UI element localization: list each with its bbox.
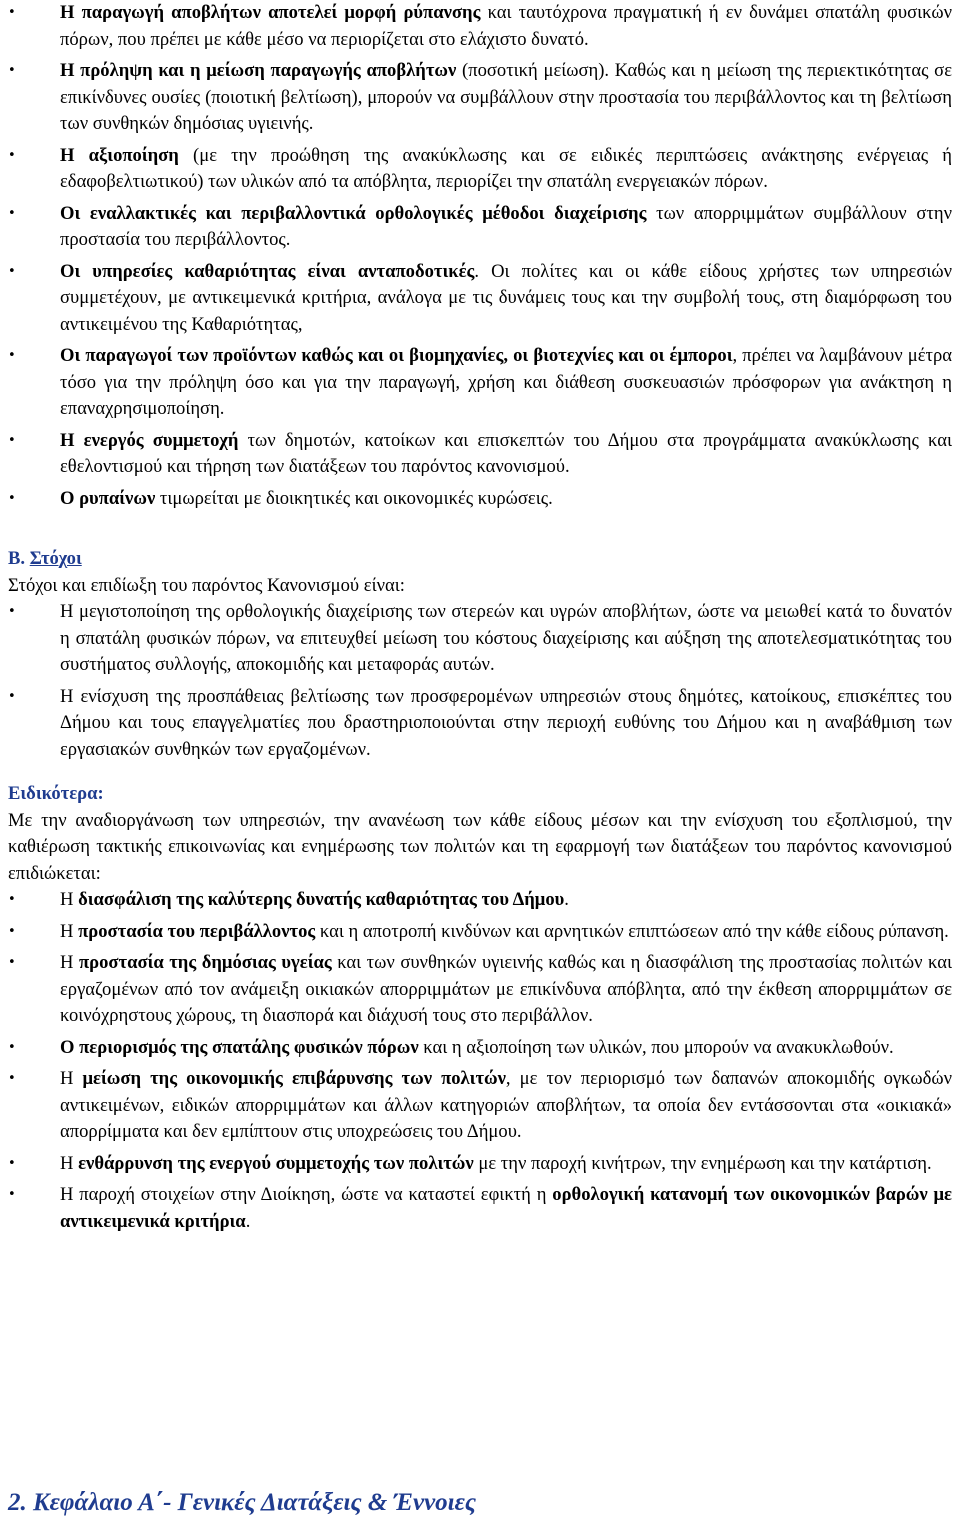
specifics-heading: Ειδικότερα: [8,783,104,804]
bullet-icon: • [8,923,16,939]
list-item [8,343,952,423]
bold-text: Οι υπηρεσίες καθαριότητας είναι ανταποδοτικές [60,260,475,282]
principles-list [8,0,952,512]
bullet-icon: • [8,348,16,363]
item-text: με την παροχή κινήτρων, την ενημέρωση και την κατάρτιση. [473,1152,932,1174]
chapter-title: 2. Κεφάλαιο Α΄- Γενικές Διατάξεις & Έννοιες [8,1489,477,1516]
bullet-icon: • [8,263,16,279]
item-text: Η [60,1152,79,1174]
item-text: Η [60,1068,83,1089]
bold-text: διασφάλιση της καλύτερης δυνατής καθαριότητας του Δήμου [78,889,565,910]
item-text: (ποσοτική μείωση). Καθώς και η μείωση της περιεκτικότητας σε επικίνδυνες ουσίες (ποιοτική βελτίωση), μπορούν να συμβάλλουν στην προστασία του περιβάλλοντος και τη βελτίωση των συνθηκών δημόσιας υγιεινής. [60,60,953,134]
bullet-icon: • [8,147,16,163]
bold-text: Οι παραγωγοί των προϊόντων καθώς και οι βιομηχανίες, οι βιοτεχνίες και οι έμποροι [60,345,733,366]
bullet-icon: • [8,1039,16,1055]
item-text: και ταυτόχρονα πραγματική ή εν δυνάμει σπατάλη φυσικών πόρων, που πρέπει με κάθε μέσο να περιορίζεται στο ελάχιστο δυνατό. [60,2,952,50]
item-text: , πρέπει να λαμβάνουν μέτρα τόσο για την πρόληψη όσο και για την παραγωγή, χρήση και διάθεση συσκευασιών πρόσφορων για ανάκτηση η επαναχρησιμοποίηση. [60,345,952,419]
list-item [8,684,952,764]
list-item [8,1151,952,1178]
list-item [8,1035,952,1062]
item-text: , με τον περιορισμό των δαπανών αποκομιδής ογκωδών αντικειμένων, ειδικών απορριμμάτων και άλλων κατηγοριών αποβλήτων, τα οποία δεν εντάσσονται στα «οικιακά» απορρίμματα και δεν εμπίπτουν στις υποχρεώσεις του Δήμου. [60,1068,953,1142]
item-text: . Οι πολίτες και οι κάθε είδους χρήστες των υπηρεσιών συμμετέχουν, με αντικειμενικά κριτήρια, ανάλογα με τις δυνάμεις τους και την συμβολή τους, στη διαμόρφωση του αντικειμένου της Καθαριότητας, [60,260,952,335]
section-b-prefix: Β. [8,548,30,569]
item-text: (με την προώθηση της ανακύκλωσης και σε ειδικές περιπτώσεις ανάκτησης ενέργειας ή εδαφοβελτιωτικού) των υλικών από τα απόβλητα, περιορίζει την σπατάλη ενεργειακών πόρων. [60,144,952,192]
list-item [8,599,952,679]
item-text: . [245,1210,251,1232]
bullet-icon: • [8,1071,16,1086]
bold-text: Ο ρυπαίνων [60,487,156,509]
bold-text: ορθολογική κατανομή των οικονομικών βαρών με αντικειμενικά κριτήρια [60,1184,952,1232]
list-item [8,143,952,196]
list-item [8,1066,952,1146]
item-text: και των συνθηκών υγιεινής καθώς και η διασφάλιση της προστασίας πολιτών και εργαζομένων από τον ανάμειξη οικιακών απορριμμάτων με επικίνδυνα απόβλητα, από την έκθεση απορριμμάτων σε κοινόχρηστους χώρους, τη διασπορά και διάχυσή τους στο περιβάλλον. [60,952,952,1026]
bold-text: προστασία της δημόσιας υγείας [78,952,332,973]
item-text: Η [60,920,79,942]
specifics-intro: Με την αναδιοργάνωση των υπηρεσιών, την ανανέωση των κάθε είδους μέσων και την ενίσχυση του εξοπλισμού, την καθιέρωση τακτικής επικοινωνίας και ενημέρωσης των πολιτών και τη εφαρμογή των διατάξεων του παρόντος κανονισμού επιδιώκεται: [8,809,952,884]
bold-text: Η ενεργός συμμετοχή [60,429,239,451]
bullet-icon: • [8,63,16,78]
bold-text: Οι εναλλακτικές και περιβαλλοντικά ορθολογικές μέθοδοι διαχείρισης [60,202,647,224]
goals-list [8,599,952,763]
list-item [8,58,952,138]
bold-text: ενθάρρυνση της ενεργού συμμετοχής των πολιτών [78,1152,474,1174]
item-text: . [564,889,569,910]
bullet-icon: • [8,432,16,448]
bullet-icon: • [8,1155,16,1171]
bold-text: Η αξιοποίηση [60,144,179,166]
item-text: των δημοτών, κατοίκων και επισκεπτών του Δήμου στα προγράμματα ανακύκλωσης και εθελοντισμού και τήρηση των διατάξεων του παρόντος κανονισμού. [60,429,952,477]
item-text: Η [60,952,79,973]
list-item [8,0,952,53]
bullet-icon: • [8,604,16,619]
list-item [8,919,952,946]
bold-text: Ο περιορισμός της σπατάλης φυσικών πόρων [60,1036,419,1058]
bold-text: μείωση της οικονομικής επιβάρυνσης των πολιτών [82,1068,506,1089]
list-item [8,201,952,254]
bold-text: Η παραγωγή αποβλήτων αποτελεί μορφή ρύπανσης [60,2,481,23]
list-item [8,486,952,513]
list-item [8,887,952,914]
list-item [8,1182,952,1235]
bullet-icon: • [8,892,16,907]
list-item [8,428,952,481]
bullet-icon: • [8,1187,16,1202]
list-item [8,259,952,339]
item-text: και η αποτροπή κινδύνων και αρνητικών επιπτώσεων από την κάθε είδους ρύπανση. [315,920,949,942]
list-item [8,950,952,1030]
bold-text: προστασία του περιβάλλοντος [78,920,316,942]
item-text: Η ενίσχυση της προσπάθειας βελτίωσης των προσφερομένων υπηρεσιών στους δημότες, κατοίκους, επισκέπτες του Δήμου και τους επαγγελματίες που δραστηριοποιούνται στην περιοχή ευθύνης του Δήμου και η αναβάθμιση των εργασιακών συνθηκών των εργαζομένων. [60,685,952,760]
specifics-list [8,887,952,1235]
item-text: Η παροχή στοιχείων στην Διοίκηση, ώστε να καταστεί εφικτή η [60,1184,553,1205]
section-b-title: Στόχοι [29,548,82,569]
section-b-intro: Στόχοι και επιδίωξη του παρόντος Κανονισμού είναι: [8,574,405,596]
bold-text: Η πρόληψη και η μείωση παραγωγής αποβλήτων [60,60,457,81]
bullet-icon: • [8,5,16,20]
item-text: των απορριμμάτων συμβάλλουν στην προστασία του περιβάλλοντος. [60,202,952,250]
section-b-heading [8,546,952,573]
bullet-icon: • [8,490,16,506]
item-text: τιμωρείται με διοικητικές και οικονομικές κυρώσεις. [155,487,553,509]
item-text: και η αξιοποίηση των υλικών, που μπορούν να ανακυκλωθούν. [418,1036,894,1058]
item-text: Η [60,889,79,910]
bullet-icon: • [8,688,16,704]
bullet-icon: • [8,205,16,221]
bullet-icon: • [8,955,16,970]
item-text: Η μεγιστοποίηση της ορθολογικής διαχείρισης των στερεών και υγρών αποβλήτων, ώστε να μειωθεί κατά το δυνατόν η σπατάλη φυσικών πόρων, να επιτευχθεί μείωση του κόστους διαχείρισης και αύξηση της αποτελεσματικότητας του συστήματος συλλογής, αποκομιδής και μεταφοράς αυτών. [60,601,952,675]
